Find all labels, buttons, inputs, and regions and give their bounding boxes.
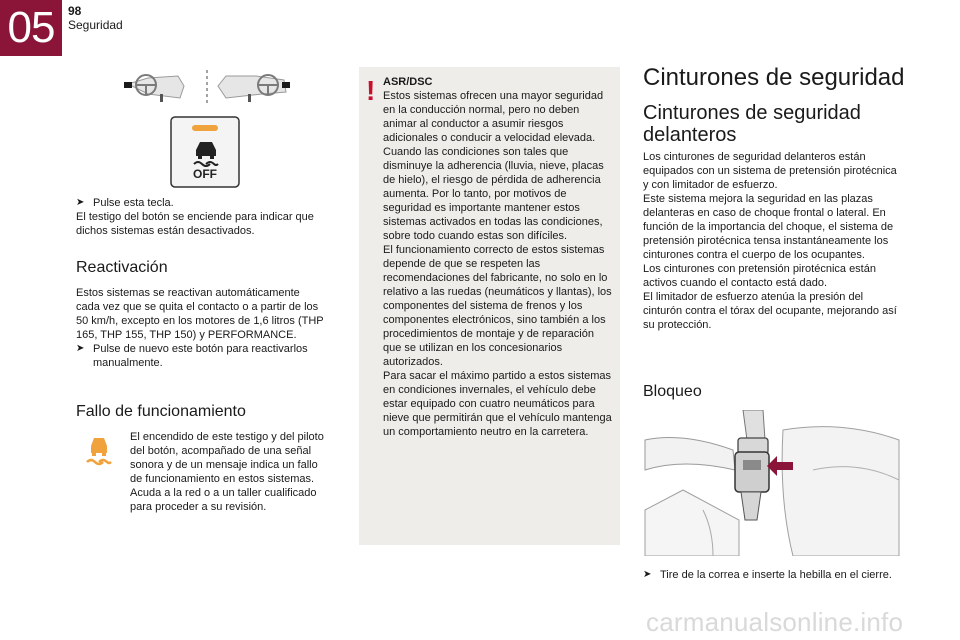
warning-paragraph-1: Estos sistemas ofrecen una mayor seguridad en la conducción normal, pero no deben animar al conductor a asumir riesgos adicionales o conducir a velocidad elevada. [383,90,604,144]
page-number: 98 [68,4,82,18]
reactivation-text: Estos sistemas se reactivan automáticamente cada vez que se quita el contacto o a partir de los 50 km/h, excepto en los motores de 1,6 litros (THP 165, THP 155, THP 150) y PERFORMANCE. [76,287,324,341]
press-note: El testigo del botón se enciende para indicar que dichos sistemas están desactivados. [76,211,314,237]
front-belts-title: Cinturones de seguridad delanteros [643,102,861,146]
front-paragraph-1: Los cinturones de seguridad delanteros están equipados con un sistema de pretensión pirotécnica y con limitador de esfuerzo. [643,151,897,191]
lock-step: ➤ Tire de la correa e inserte la hebilla en el cierre. [643,569,892,581]
warning-paragraph-2: Cuando las condiciones son tales que disminuye la adherencia (lluvia, nieve, placas de hielo), el riesgo de pérdida de adherencia aumenta. Por lo tanto, por motivos de seguridad es importante mantener estos sistemas activados en todas las condiciones, sobre todo cuando estas son difíciles. [383,146,604,242]
warning-icon: ! [366,75,376,106]
front-paragraph-3: Los cinturones con pretensión pirotécnica están activos cuando el contacto está dado. [643,263,876,289]
press-step: ➤ Pulse esta tecla. [76,197,174,209]
reactivation-step: ➤ Pulse de nuevo este botón para reactivarlos manualmente. [76,343,308,369]
chapter-number: 05 [0,0,62,56]
reactivation-title: Reactivación [76,259,168,276]
arrow-bullet-icon: ➤ [643,569,652,580]
esp-warning-icon [84,434,114,470]
front-paragraph-4: El limitador de esfuerzo atenúa la presión del cinturón contra el tórax del ocupante, mejorando así su protección. [643,291,897,331]
malfunction-text: El encendido de este testigo y del piloto del botón, acompañado de una señal sonora y de un mensaje indica un fallo de funcionamiento en estos sistemas. Acuda a la red o a un taller cualificado para proceder a su revisión. [130,431,324,513]
arrow-bullet-icon: ➤ [76,343,85,354]
esp-off-button[interactable] [170,116,240,188]
arrow-bullet-icon: ➤ [76,197,85,208]
warning-paragraph-3: El funcionamiento correcto de estos sistemas depende de que se respeten las recomendaciones del fabricante, no solo en lo relativo a las ruedas (neumáticos y llantas), los componentes del sistema de frenos y los componentes electrónicos, sino también a los procedimientos de montaje y de reparación que se utilizan en los concesionarios autorizados. [383,244,612,368]
malfunction-title: Fallo de funcionamiento [76,403,246,420]
front-paragraph-2: Este sistema mejora la seguridad en las plazas delanteras en caso de choque frontal o lateral. En función de la importancia del choque, el sistema de pretensión pirotécnica tensa instantáneamente los cinturones contra el cuerpo de los ocupantes. [643,193,894,261]
watermark: carmanualsonline.info [646,607,904,637]
button-off-label: OFF [193,167,217,181]
seatbelt-buckle-illustration [643,410,901,556]
lock-title: Bloqueo [643,383,702,400]
warning-paragraph-4: Para sacar el máximo partido a estos sistemas en condiciones invernales, el vehículo debe estar equipado con cuatro neumáticos para nieve que permitirán que el vehículo mantenga un comportamiento neutro en la carretera. [383,370,612,438]
main-title: Cinturones de seguridad [643,64,905,91]
steering-wheel-right-icon [218,75,290,102]
steering-wheel-left-icon [124,75,184,102]
warning-title: ASR/DSC [383,76,433,88]
section-name: Seguridad [68,18,123,32]
steering-wheel-illustration [122,68,292,108]
